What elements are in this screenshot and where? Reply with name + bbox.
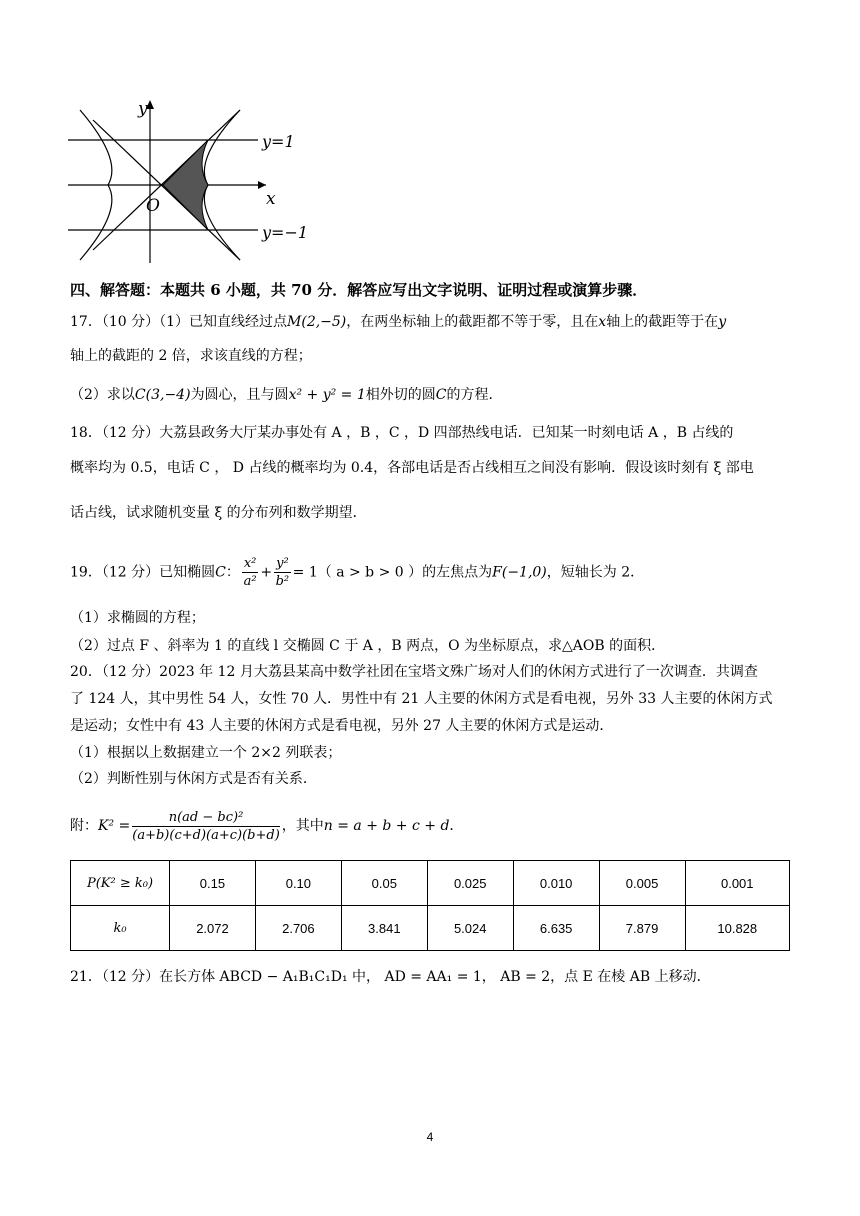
k2-numerator: n(ad − bc)² — [132, 809, 280, 827]
table-cell: 0.15 — [170, 861, 256, 906]
page-number: 4 — [426, 1130, 434, 1144]
q17-p1a: （1）已知直线经过点 — [159, 314, 288, 330]
q19-C: C — [215, 564, 226, 581]
label-y-1: y=1 — [262, 132, 295, 151]
q21-text: 在长方体 ABCD − A₁B₁C₁D₁ 中， AD = AA₁ = 1， AB = 2，点 E 在棱 AB 上移动． — [159, 969, 711, 985]
table-row — [71, 861, 790, 906]
q19-p2: （2）过点 F 、斜率为 1 的直线 l 交椭圆 C 于 A ，B 两点，O 为坐标原点，求△AOB 的面积． — [70, 638, 666, 654]
label-o: O — [146, 196, 160, 216]
table-cell: 7.879 — [599, 906, 685, 951]
table-cell: 3.841 — [341, 906, 427, 951]
q17-p1b: ，在两坐标轴上的截距都不等于零，且在 — [346, 314, 599, 330]
q20-line1: 20．（12 分）2023 年 12 月大荔县某高中数学社团在宝塔文殊广场对人们的休闲方式进行了一次调查．共调查 — [70, 664, 758, 680]
q17-p2b: 为圆心，且与圆 — [190, 387, 289, 403]
table-cell: 2.706 — [255, 906, 341, 951]
label-x: x — [266, 189, 276, 209]
q17-p2a: （2）求以 — [70, 387, 135, 403]
q17-center: C(3,−4) — [134, 387, 191, 403]
table-cell: 0.05 — [341, 861, 427, 906]
q17-p1c: 轴上的截距等于在 — [606, 314, 719, 330]
table-row — [71, 906, 790, 951]
table-cell: 6.635 — [513, 906, 599, 951]
q19-num1: x² — [243, 556, 257, 571]
k2-fraction — [132, 809, 280, 844]
q19-frac1 — [242, 555, 259, 590]
q20-appendix — [70, 806, 800, 846]
q19-colon: ： — [225, 564, 240, 581]
q19-a: 已知椭圆 — [159, 564, 216, 581]
table-header-p: P(K² ≥ k₀) — [71, 861, 170, 906]
q19-focus: F(−1,0) — [492, 564, 547, 581]
q17-circle: x² + y² = 1 — [288, 387, 366, 403]
q19-num2: y² — [276, 556, 289, 571]
appendix-where: ，其中 — [281, 818, 324, 834]
q18-line1 — [70, 422, 800, 444]
q17-C: C — [435, 387, 447, 403]
appendix-end: ． — [449, 818, 464, 834]
label-y: y — [138, 100, 148, 119]
q20-p1: （1）根据以上数据建立一个 2×2 列联表； — [70, 745, 342, 761]
q21-line — [70, 966, 800, 988]
table-cell: 0.10 — [255, 861, 341, 906]
q19-eq: = 1 — [292, 564, 318, 581]
q17-p1d: 轴上的截距的 2 倍，求该直线的方程； — [70, 348, 312, 364]
q18-line3: 话占线，试求随机变量 ξ 的分布列和数学期望． — [70, 505, 367, 521]
q19-cond: （ a > b > 0 ）的左焦点为 — [317, 564, 493, 581]
q19-frac2 — [274, 555, 291, 590]
q18-text1: 大荔县政务大厅某办事处有 A ，B ，C ，D 四部热线电话．已知某一时刻电话 A ，B 占线的 — [159, 425, 734, 441]
q17-number: 17．（10 分） — [70, 314, 160, 330]
x-axis-arrow — [258, 181, 266, 189]
q19-number: 19．（12 分） — [70, 564, 160, 581]
q17-p2c: 相外切的圆 — [365, 387, 436, 403]
table-cell: 0.025 — [427, 861, 513, 906]
table-cell: 0.001 — [685, 861, 789, 906]
hyperbola-figure — [68, 100, 318, 270]
q19-den2: b² — [275, 574, 290, 589]
label-y-neg1: y=−1 — [262, 223, 309, 242]
section-heading: 四、解答题：本题共 6 小题，共 70 分．解答应写出文字说明、证明过程或演算步骤． — [70, 281, 648, 299]
q17-p2d: 的方程． — [446, 387, 503, 403]
q17-line1 — [70, 311, 800, 333]
shaded-region — [163, 140, 208, 230]
q19-den1: a² — [243, 574, 257, 589]
table-cell: 10.828 — [685, 906, 789, 951]
q20-p2: （2）判断性别与休闲方式是否有关系． — [70, 771, 317, 787]
table-cell: 2.072 — [170, 906, 256, 951]
table-cell: 0.010 — [513, 861, 599, 906]
q20-line2: 了 124 人，其中男性 54 人，女性 70 人．男性中有 21 人主要的休闲方式是看电视，另外 33 人主要的休闲方式 — [70, 691, 773, 707]
q20-line3: 是运动；女性中有 43 人主要的休闲方式是看电视，另外 27 人主要的休闲方式是运动． — [70, 718, 614, 734]
k2-denominator: (a+b)(c+d)(a+c)(b+d) — [132, 827, 280, 843]
q17-line3 — [70, 384, 800, 406]
table-cell: 5.024 — [427, 906, 513, 951]
q17-y: y — [718, 314, 727, 330]
critical-value-table — [70, 860, 790, 951]
asymptote-2 — [93, 110, 240, 250]
q17-point: M(2,−5) — [287, 314, 347, 330]
table-cell: 0.005 — [599, 861, 685, 906]
q21-number: 21．（12 分） — [70, 969, 160, 985]
n-definition: n = a + b + c + d — [323, 818, 450, 834]
asymptote-1 — [93, 120, 240, 260]
q18-number: 18．（12 分） — [70, 425, 160, 441]
q17-x: x — [598, 314, 607, 330]
table-header-k0: k₀ — [71, 906, 170, 951]
q19-line1: 19．（12 分）已知椭圆C： $\frac{\text{x²}}{\text{a²}}$ + $\frac{\text{y²}}{\text{b²}}$ = 1（ a > b > 0 ）的左焦点为F(−1,0)，短轴长为 2． — [70, 556, 645, 589]
q18-line2: 概率均为 0.5，电话 C ， D 占线的概率均为 0.4，各部电话是否占线相互之间没有影响．假设该时刻有 ξ 部电 — [70, 460, 754, 476]
k2-label: K² = — [98, 818, 131, 834]
appendix-label: 附： — [70, 818, 98, 834]
q19-b: ，短轴长为 2． — [546, 564, 645, 581]
q19-p1: （1）求椭圆的方程； — [70, 610, 205, 626]
